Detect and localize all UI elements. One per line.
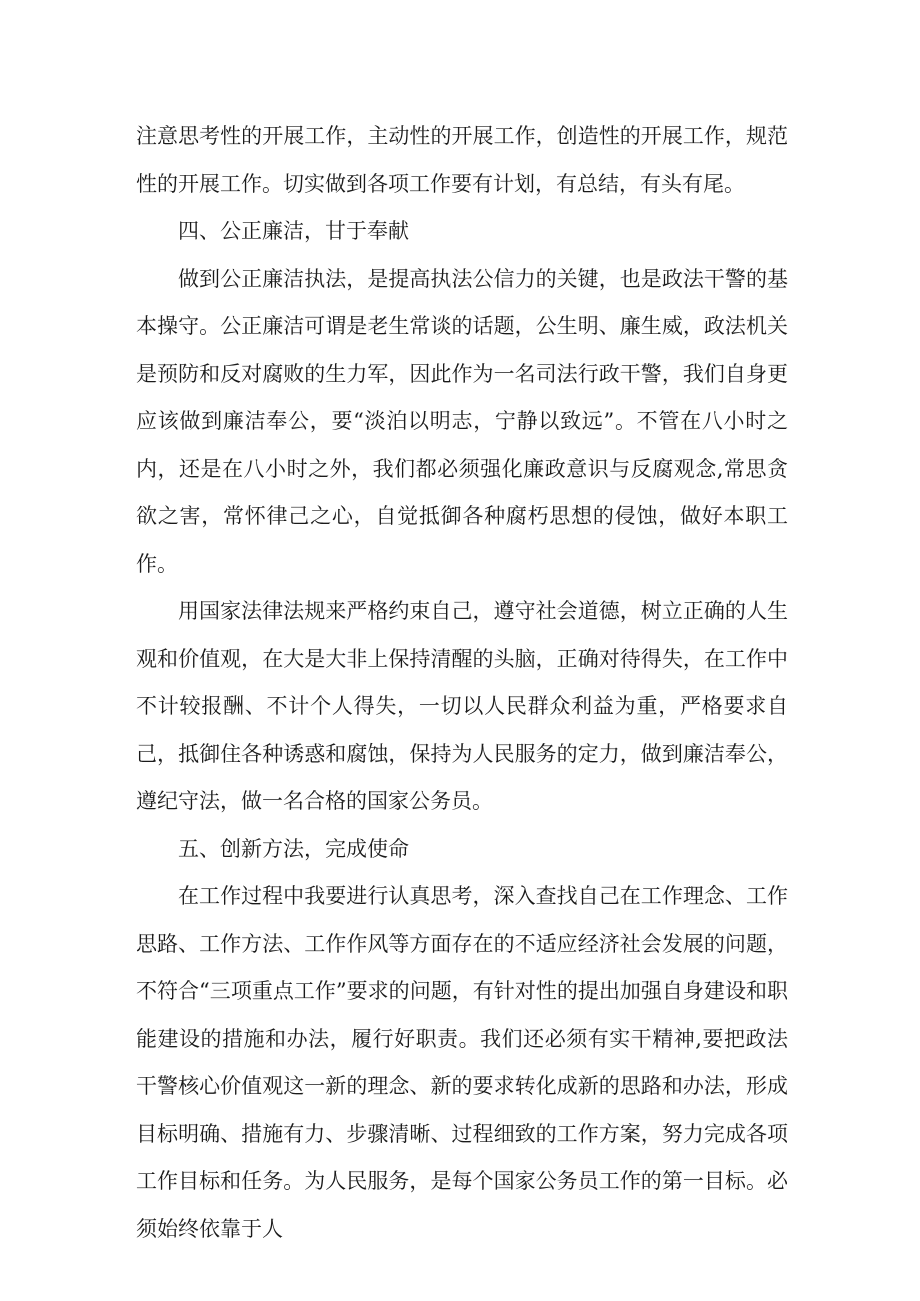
document-body bbox=[136, 113, 788, 1253]
section-heading-four: 四、公正廉洁，甘于奉献 bbox=[178, 219, 409, 243]
paragraph-continuation: 注意思考性的开展工作，主动性的开展工作，创造性的开展工作，规范性的开展工作。切实做到各项工作要有计划，有总结，有头有尾。 bbox=[136, 124, 788, 196]
paragraph-self-discipline: 用国家法律法规来严格约束自己，遵守社会道德，树立正确的人生观和价值观，在大是大非上保持清醒的头脑，正确对待得失，在工作中不计较报酬、不计个人得失，一切以人民群众利益为重，严格要求自己，抵御住各种诱惑和腐蚀，保持为人民服务的定力，做到廉洁奉公，遵纪守法，做一名合格的国家公务员。 bbox=[136, 599, 788, 813]
paragraph-innovation: 在工作过程中我要进行认真思考，深入查找自己在工作理念、工作思路、工作方法、工作作风等方面存在的不适应经济社会发展的问题，不符合“三项重点工作”要求的问题，有针对性的提出加强自身建设和职能建设的措施和办法，履行好职责。我们还必须有实干精神,要把政法干警核心价值观这一新的理念、新的要求转化成新的思路和办法，形成目标明确、措施有力、步骤清晰、过程细致的工作方案，努力完成各项工作目标和任务。为人民服务，是每个国家公务员工作的第一目标。必须始终依靠于人 bbox=[136, 884, 788, 1241]
section-heading-five: 五、创新方法，完成使命 bbox=[178, 836, 409, 861]
paragraph-integrity: 做到公正廉洁执法，是提高执法公信力的关键，也是政法干警的基本操守。公正廉洁可谓是老生常谈的话题，公生明、廉生威，政法机关是预防和反对腐败的生力军，因此作为一名司法行政干警，我们自身更应该做到廉洁奉公，要“淡泊以明志，宁静以致远”。不管在八小时之内，还是在八小时之外，我们都必须强化廉政意识与反腐观念,常思贪欲之害，常怀律己之心，自觉抵御各种腐朽思想的侵蚀，做好本职工作。 bbox=[136, 266, 788, 576]
